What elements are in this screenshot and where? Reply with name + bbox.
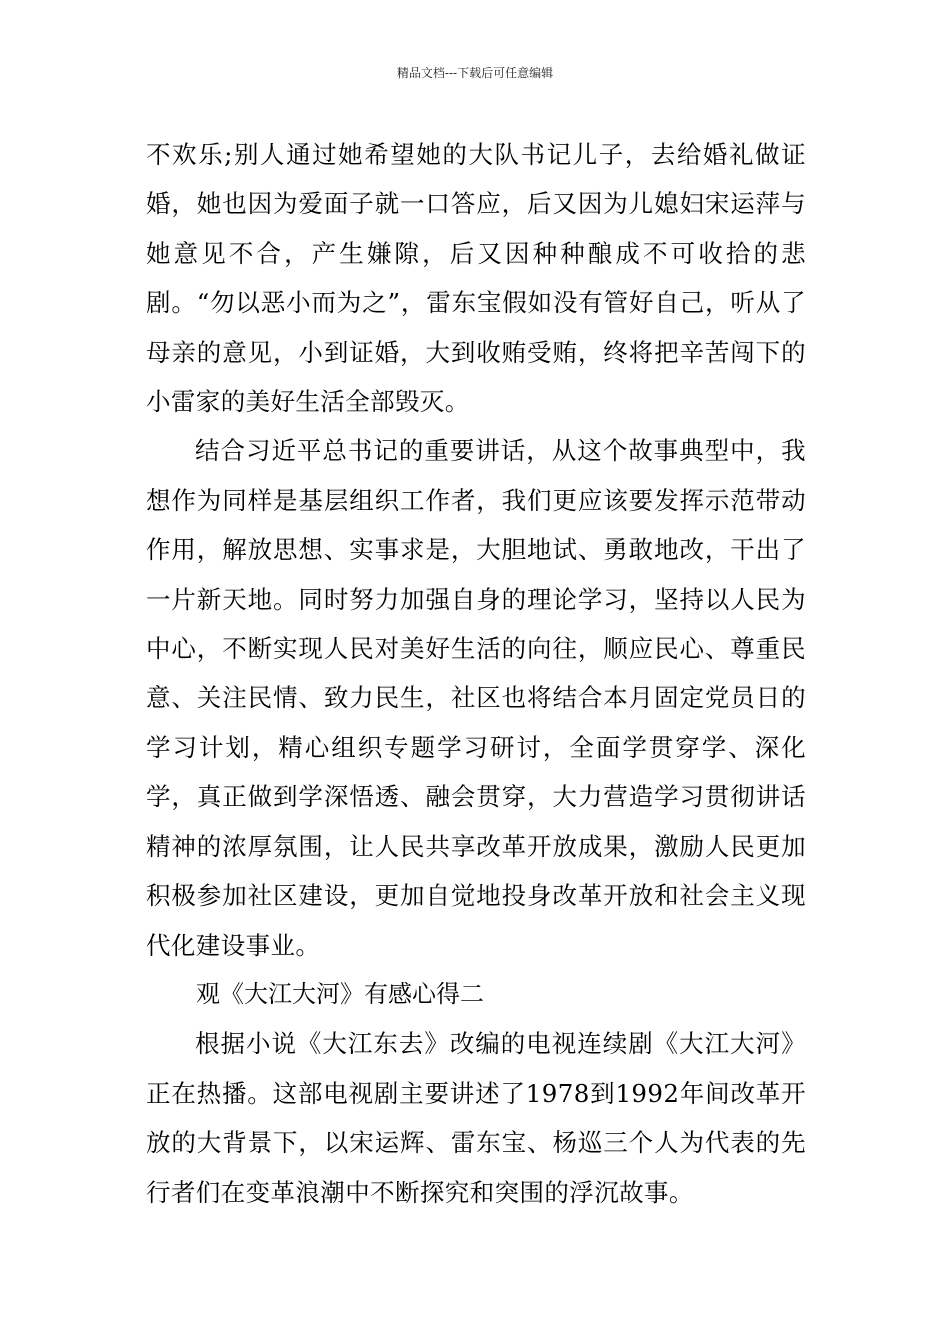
page-header: 精品文档---下载后可任意编辑	[396, 66, 554, 80]
document-body	[146, 130, 806, 1217]
section-heading: 观《大江大河》有感心得二	[196, 979, 484, 1008]
paragraph-1: 不欢乐;别人通过她希望她的大队书记儿子，去给婚礼做证婚，她也因为爱面子就一口答应，后又因为儿媳妇宋运萍与她意见不合，产生嫌隙，后又因种种酿成不可收拾的悲剧。“勿以恶小而为之”，雷东宝假如没有管好自己，听从了母亲的意见，小到证婚，大到收贿受贿，终将把辛苦闯下的小雷家的美好生活全部毁灭。	[146, 140, 806, 417]
paragraph-3: 根据小说《大江东去》改编的电视连续剧《大江大河》正在热播。这部电视剧主要讲述了1978到1992年间改革开放的大背景下，以宋运辉、雷东宝、杨巡三个人为代表的先行者们在变革浪潮中不断探究和突围的浮沉故事。	[146, 1029, 806, 1207]
paragraph-2: 结合习近平总书记的重要讲话，从这个故事典型中，我想作为同样是基层组织工作者，我们更应该要发挥示范带动作用，解放思想、实事求是，大胆地试、勇敢地改，干出了一片新天地。同时努力加强自身的理论学习，坚持以人民为中心，不断实现人民对美好生活的向往，顺应民心、尊重民意、关注民情、致力民生，社区也将结合本月固定党员日的学习计划，精心组织专题学习研讨，全面学贯穿学、深化学，真正做到学深悟透、融会贯穿，大力营造学习贯彻讲话精神的浓厚氛围，让人民共享改革开放成果，激励人民更加积极参加社区建设，更加自觉地投身改革开放和社会主义现代化建设事业。	[146, 436, 806, 960]
